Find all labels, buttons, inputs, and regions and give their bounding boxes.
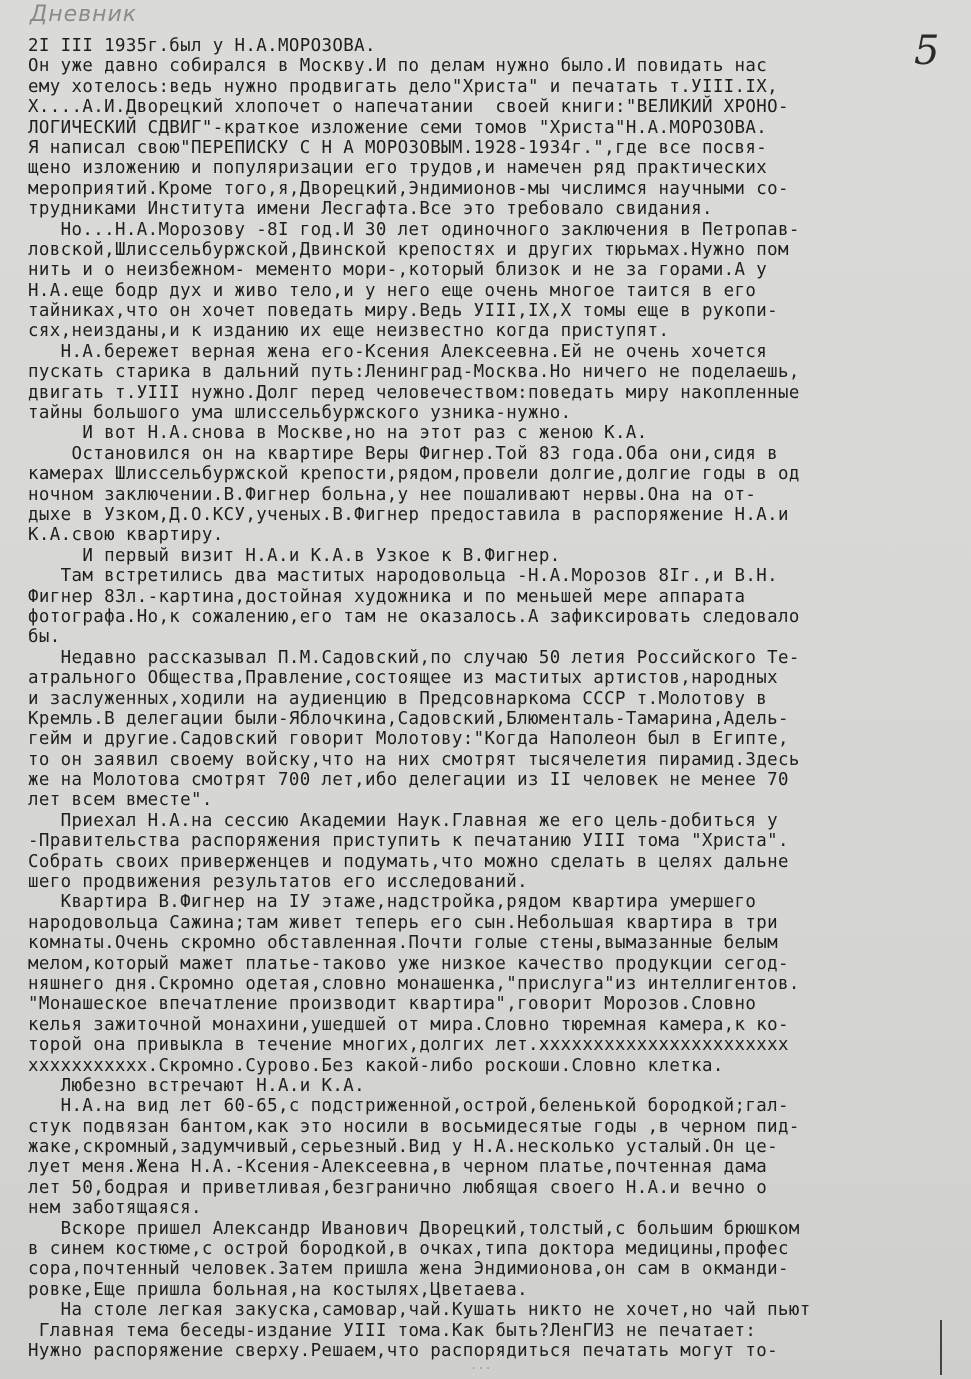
text-line: двигать т.УIII нужно.Долг перед человечеством:поведать миру накопленные — [28, 382, 800, 403]
text-line: камерах Шлиссельбуржской крепости,рядом,провели долгие,долгие годы в од — [28, 464, 800, 485]
text-line: Любезно встречают Н.А.и К.А. — [28, 1075, 365, 1096]
text-line: 2I III 1935г.был у Н.А.МОРОЗОВА. — [28, 36, 376, 56]
text-line: фотографа.Но,к сожалению,его там не оказалось.А зафиксировать следовало — [28, 606, 800, 627]
text-line: И вот Н.А.снова в Москве,но на этот раз с женою К.А. — [28, 423, 648, 444]
text-line: жаке,скромный,задумчивый,серьезный.Вид у Н.А.несколько усталый.Он це- — [28, 1137, 779, 1158]
text-line: Но...Н.А.Морозову -8I год.И 30 лет одиночного заключения в Петропав- — [28, 219, 800, 240]
text-line: Остановился он на квартире Веры Фигнер.Той 83 года.Оба они,сидя в — [28, 443, 779, 464]
text-line: Вскоре пришел Александр Иванович Дворецкий,толстый,с большим брюшком — [28, 1218, 800, 1239]
text-line: гейм и другие.Садовский говорит Молотову:"Когда Наполеон был в Египте, — [28, 729, 789, 750]
page-number: 5 — [914, 28, 940, 74]
text-line: ночном заключении.В.Фигнер больна,у нее пошаливают нервы.Она на от- — [28, 484, 757, 505]
text-line: щено изложению и популяризации его трудов,и намечен ряд практических — [28, 158, 768, 179]
text-line: Он уже давно собирался в Москву.И по делам нужно было.И повидать нас — [28, 56, 768, 77]
text-line: Квартира В.Фигнер на IУ этаже,надстройка,рядом квартира умершего — [28, 892, 757, 913]
text-line: атрального Общества,Правление,состоящее из маститых артистов,народных — [28, 668, 779, 689]
text-line: народовольца Сажина;там живет теперь его сын.Небольшая квартира в три — [28, 912, 779, 933]
text-line: сора,почтенный человек.Затем пришла жена Эндимионова,он сам в окманди- — [28, 1259, 789, 1280]
text-line: Фигнер 83л.-картина,достойная художника и по меньшей мере аппарата — [28, 586, 746, 607]
text-line: К.А.свою квартиру. — [28, 525, 224, 546]
text-line: тайны большого ума шлиссельбуржского узника-нужно. — [28, 403, 572, 424]
text-line: Н.А.еще бодр дух и живо тело,и у него еще очень многое таится в его — [28, 280, 757, 301]
text-line: стук подвязан бантом,как это носили в восьмидесятые годы ,в черном пид- — [28, 1116, 800, 1137]
text-line: Нужно распоряжение сверху.Решаем,что распорядиться печатать могут то- — [28, 1341, 779, 1361]
text-line: Я написал свою"ПЕРЕПИСКУ С Н А МОРОЗОВЫМ.1928-1934г.",где все посвя- — [28, 137, 768, 158]
text-line: Н.А.бережет верная жена его-Ксения Алексеевна.Ей не очень хочется — [28, 341, 768, 362]
text-line: xxxxxxxxxxx.Скромно.Сурово.Без какой-либо роскоши.Словно клетка. — [28, 1055, 724, 1076]
corner-handwritten-note: Дневник — [30, 2, 138, 27]
text-line: шего продвижения результатов его исследований. — [28, 872, 529, 893]
text-line: торой она привыкла в течение многих,долгих лет.xxxxxxxxxxxxxxxxxxxxxxx — [28, 1035, 789, 1056]
text-line: нем заботящаяся. — [28, 1198, 202, 1219]
bleed-through-text: ... — [470, 1358, 492, 1372]
text-line: И первый визит Н.А.и К.А.в Узкое к В.Фигнер. — [28, 545, 561, 566]
text-line: то он заявил своему войску,что на них смотрят тысячелетия пирамид.Здесь — [28, 749, 800, 770]
typewritten-text-body — [28, 36, 968, 1361]
text-line: тайниках,что он хочет поведать миру.Ведь УIII,IX,X томы еще в рукопи- — [28, 301, 779, 322]
text-line: X....А.И.Дворецкий хлопочет о напечатании своей книги:"ВЕЛИКИЙ ХРОНО- — [28, 97, 789, 118]
text-line: Главная тема беседы-издание УIII тома.Как быть?ЛенГИЗ не печатает: — [28, 1320, 757, 1341]
text-line: в синем костюме,с острой бородкой,в очках,типа доктора медицины,профес — [28, 1239, 789, 1260]
text-line: няшнего дня.Скромно одетая,словно монашенка,"прислуга"из интеллигентов. — [28, 973, 800, 994]
text-line: ловской,Шлиссельбуржской,Двинской крепостях и других тюрьмах.Нужно пом — [28, 239, 789, 260]
text-line: -Правительства распоряжения приступить к печатанию УIII тома "Христа". — [28, 831, 789, 852]
text-line: ему хотелось:ведь нужно продвигать дело"Христа" и печатать т.УIII.IX, — [28, 76, 779, 97]
text-line: же на Молотова смотрят 700 лет,ибо делегации из II человек не менее 70 — [28, 770, 789, 791]
text-line: Приехал Н.А.на сессию Академии Наук.Главная же его цель-добиться у — [28, 810, 779, 831]
text-line: и заслуженных,ходили на аудиенцию в Предсовнаркома СССР т.Молотову в — [28, 688, 768, 709]
margin-mark — [940, 1320, 942, 1375]
text-line: сях,неизданы,и к изданию их еще неизвестно когда приступят. — [28, 321, 670, 342]
text-line: Кремль.В делегации были-Яблочкина,Садовский,Блюменталь-Тамарина,Адель- — [28, 708, 789, 729]
text-line: комнаты.Очень скромно обставленная.Почти голые стены,вымазанные белым — [28, 933, 779, 954]
text-line: Там встретились два маститых народовольца -Н.А.Морозов 8Iг.,и В.Н. — [28, 566, 779, 587]
text-line: пускать старика в дальний путь:Ленинград-Москва.Но ничего не поделаешь, — [28, 362, 800, 383]
text-line: ровке,Еще пришла больная,на костылях,Цветаева. — [28, 1279, 529, 1300]
text-line: Собрать своих приверженцев и подумать,что можно сделать в целях дальне — [28, 851, 789, 872]
text-line: трудниками Института имени Лесгафта.Все это требовало свидания. — [28, 199, 713, 220]
text-line: дыхе в Узком,Д.О.КСУ,ученых.В.Фигнер предоставила в распоряжение Н.А.и — [28, 504, 789, 525]
text-line: мероприятий.Кроме того,я,Дворецкий,Эндимионов-мы числимся научными со- — [28, 178, 789, 199]
text-line: лует меня.Жена Н.А.-Ксения-Алексеевна,в черном платье,почтенная дама — [28, 1157, 768, 1178]
text-line: бы. — [28, 627, 61, 648]
text-line: келья зажиточной монахини,ушедшей от мира.Словно тюремная камера,к ко- — [28, 1014, 789, 1035]
text-line: Недавно рассказывал П.М.Садовский,по случаю 50 летия Российского Те- — [28, 647, 800, 668]
text-line: нить и о неизбежном- мементо мори-,который близок и не за горами.А у — [28, 260, 768, 281]
text-line: лет 50,бодрая и приветливая,безгранично любящая своего Н.А.и вечно о — [28, 1177, 768, 1198]
text-line: ЛОГИЧЕСКИЙ СДВИГ"-краткое изложение семи томов "Христа"Н.А.МОРОЗОВА. — [28, 117, 768, 138]
text-line: На столе легкая закуска,самовар,чай.Кушать никто не хочет,но чай пьют — [28, 1300, 811, 1321]
text-line: мелом,который мажет платье-таково уже низкое качество продукции сегод- — [28, 953, 789, 974]
text-line: "Монашеское впечатление производит квартира",говорит Морозов.Словно — [28, 994, 757, 1015]
text-line: лет всем вместе". — [28, 790, 213, 811]
text-line: Н.А.на вид лет 60-65,с подстриженной,острой,беленькой бородкой;гал- — [28, 1096, 789, 1117]
